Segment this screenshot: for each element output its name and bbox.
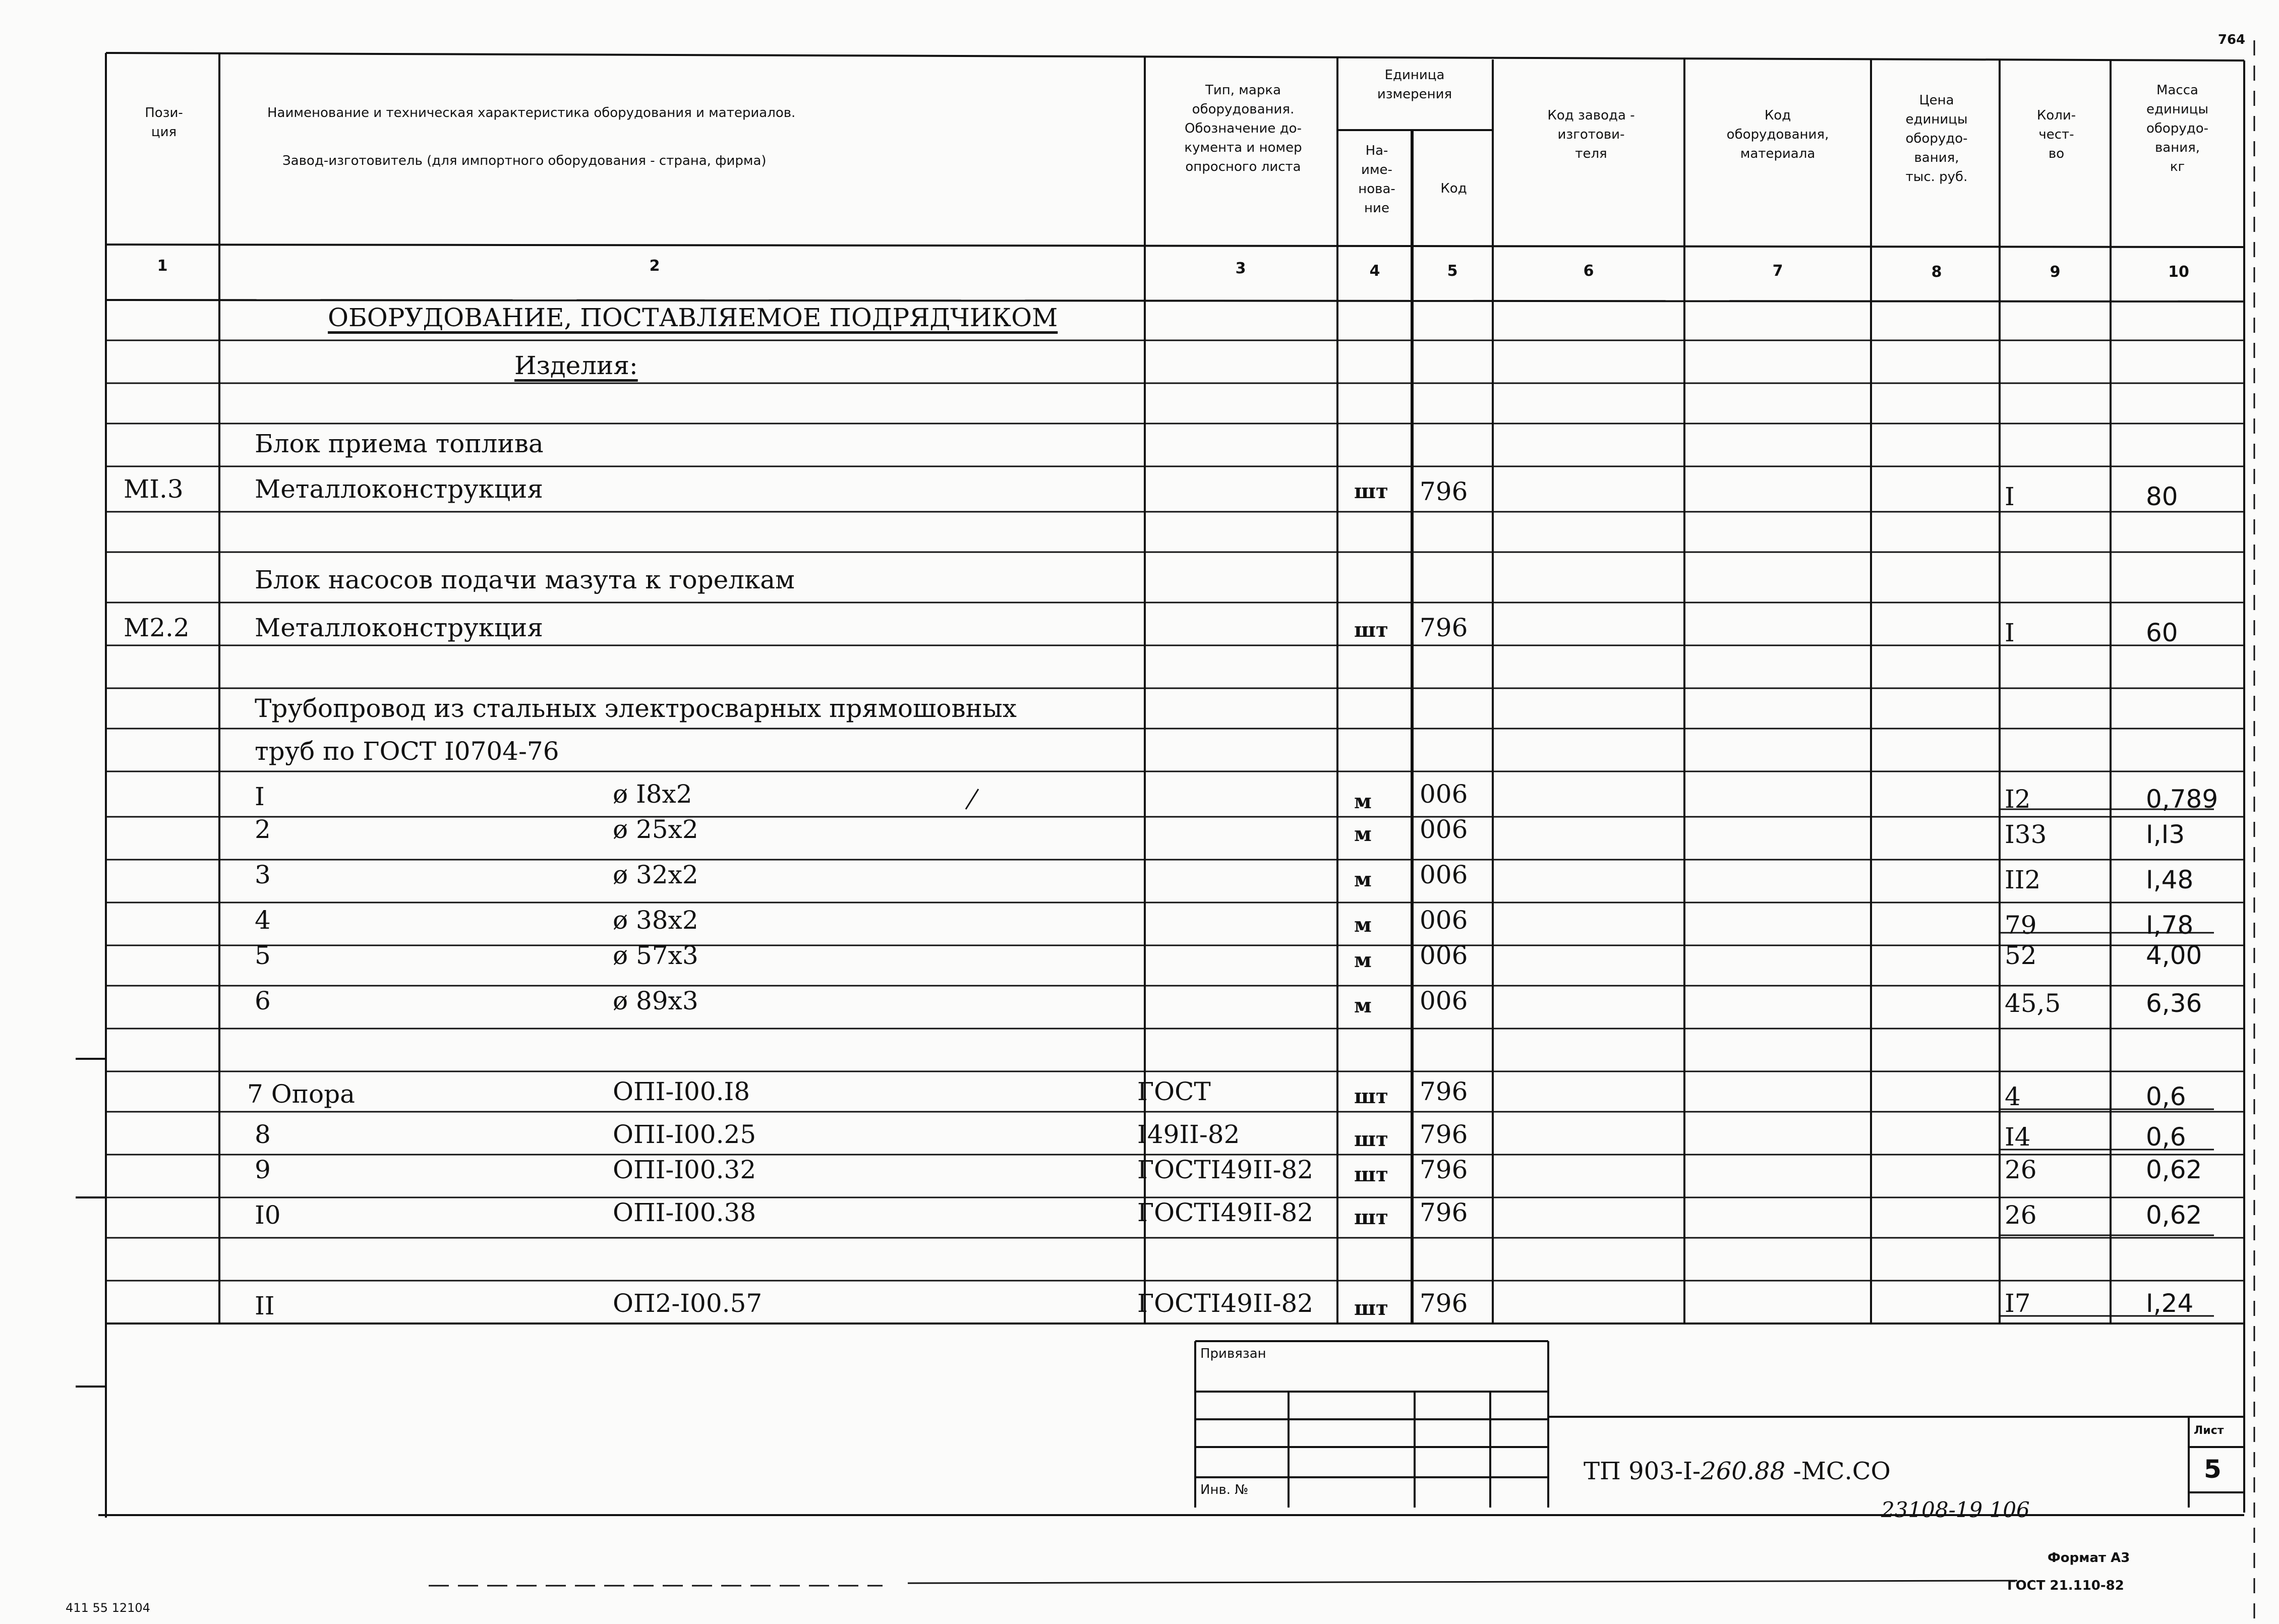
header-plant-code: Код завода - изготови- теля [1547, 108, 1635, 161]
support-name: 8 [255, 1120, 271, 1149]
pipe-mass: 6,36 [2146, 989, 2202, 1018]
header-name-line2: Завод-изготовитель (для импортного оборудования - страна, фирма) [282, 153, 767, 168]
header-unit-code: Код [1440, 181, 1467, 196]
col-number: 1 [157, 257, 168, 275]
support-quantity: 4 [2005, 1082, 2021, 1111]
pipe-unit: м [1354, 994, 1372, 1017]
support-mark: ОПI-I00.32 [613, 1155, 756, 1184]
support-unit-code: 796 [1420, 1077, 1468, 1106]
header-name-line1: Наименование и техническая характеристика оборудования и материалов. [267, 105, 796, 121]
pipeline-title: Трубопровод из стальных электросварных прямошовных [255, 694, 1017, 723]
row-name: Металлоконструкция [255, 474, 543, 504]
support-unit-code: 796 [1420, 1289, 1468, 1318]
row-position: М2.2 [124, 613, 190, 642]
support-quantity: 26 [2005, 1155, 2037, 1184]
pipe-number: 5 [255, 941, 271, 970]
support-type: ГОСТI49II-82 [1137, 1198, 1314, 1227]
pipe-diameter: ø 32x2 [613, 860, 698, 889]
document-number-prefix: ТП 903-I- [1584, 1457, 1701, 1485]
col-number: 10 [2168, 263, 2189, 281]
subsection-title: Изделия: [514, 351, 638, 380]
support-mass: 0,6 [2146, 1122, 2186, 1152]
pipe-mass: I,I3 [2146, 820, 2185, 849]
row-quantity: I [2005, 618, 2015, 647]
col-number: 9 [2050, 263, 2061, 281]
handwritten-number: 23108-19 106 [1881, 1497, 2030, 1522]
pipe-mass: 4,00 [2146, 941, 2202, 970]
pipe-diameter: ø 89x3 [613, 986, 698, 1015]
col-number: 6 [1583, 262, 1594, 280]
support-mark: ОП2-I00.57 [613, 1289, 763, 1318]
header-unit-name: На- име- нова- ние [1358, 143, 1395, 216]
pipe-number: 6 [255, 986, 271, 1015]
pipe-diameter: ø I8x2 [613, 779, 692, 809]
pipe-mass: 0,789 [2146, 785, 2218, 814]
support-type: ГОСТI49II-82 [1137, 1289, 1314, 1318]
pipe-unit: м [1354, 822, 1372, 846]
document-number [1584, 1457, 1891, 1485]
format-label: Формат А3 [2048, 1550, 2130, 1566]
row-unit-code: 796 [1420, 613, 1468, 642]
block-title: Блок приема топлива [255, 429, 544, 458]
row-unit: шт [1354, 479, 1388, 503]
col-number: 2 [649, 257, 660, 275]
col-number: 7 [1772, 262, 1783, 280]
support-name: 7 Опора [247, 1079, 355, 1109]
support-type: ГОСТ [1137, 1077, 1211, 1106]
pipe-unit-code: 006 [1420, 941, 1468, 970]
header-position: Пози- ция [145, 105, 183, 140]
header-unit-price: Цена единицы оборудо- вания, тыс. руб. [1905, 93, 1968, 185]
pipe-diameter: ø 38x2 [613, 906, 698, 935]
support-mark: ОПI-I00.25 [613, 1120, 756, 1149]
header-mass: Масса единицы оборудо- вания, кг [2146, 83, 2208, 174]
page-mark: 764 [2217, 32, 2246, 47]
support-quantity: 26 [2005, 1200, 2037, 1230]
corner-code: 411 55 12104 [66, 1601, 150, 1615]
row-name: Металлоконструкция [255, 613, 543, 642]
support-mark: ОПI-I00.38 [613, 1198, 756, 1227]
support-quantity: I7 [2005, 1289, 2031, 1318]
pipe-number: 3 [255, 860, 271, 889]
gost-label: ГОСТ 21.110-82 [2007, 1578, 2124, 1593]
pipe-unit-code: 006 [1420, 906, 1468, 935]
support-type: I49II-82 [1137, 1120, 1240, 1149]
support-mass: 0,62 [2146, 1155, 2202, 1184]
support-mass: 0,62 [2146, 1200, 2202, 1230]
row-mass: 60 [2146, 618, 2178, 647]
support-unit-code: 796 [1420, 1120, 1468, 1149]
support-name: 9 [255, 1155, 271, 1184]
support-type: ГОСТI49II-82 [1137, 1155, 1314, 1184]
pipe-unit-code: 006 [1420, 779, 1468, 809]
support-unit: шт [1354, 1296, 1388, 1320]
pipeline-standard: труб по ГОСТ I0704-76 [255, 737, 559, 766]
pipe-number: 4 [255, 906, 271, 935]
pipe-unit: м [1354, 913, 1372, 937]
stamp-inventory: Инв. № [1200, 1482, 1249, 1497]
pipe-unit: м [1354, 948, 1372, 972]
block-title: Блок насосов подачи мазута к горелкам [255, 565, 795, 594]
support-mark: ОПI-I00.I8 [613, 1077, 750, 1106]
row-unit-code: 796 [1420, 477, 1468, 506]
pipe-mass: I,48 [2146, 865, 2194, 894]
col-number: 5 [1447, 262, 1458, 280]
support-quantity: I4 [2005, 1122, 2031, 1152]
sheet-number: 5 [2204, 1455, 2222, 1484]
pipe-unit-code: 006 [1420, 860, 1468, 889]
col-number: 4 [1369, 262, 1380, 280]
col-number: 3 [1235, 260, 1246, 277]
sheet-label: Лист [2194, 1424, 2224, 1437]
support-mass: 0,6 [2146, 1082, 2186, 1111]
pipe-unit: м [1354, 868, 1372, 891]
support-unit: шт [1354, 1163, 1388, 1186]
row-position: МI.3 [124, 474, 184, 504]
row-quantity: I [2005, 482, 2015, 511]
header-material-code: Код оборудования, материала [1726, 108, 1829, 161]
pipe-quantity: 52 [2005, 941, 2037, 970]
support-mass: I,24 [2146, 1289, 2194, 1318]
pipe-number: I [255, 782, 265, 811]
support-name: I0 [255, 1200, 281, 1230]
support-unit: шт [1354, 1206, 1388, 1229]
row-mass: 80 [2146, 482, 2178, 511]
support-unit-code: 796 [1420, 1155, 1468, 1184]
pipe-diameter: ø 57x3 [613, 941, 698, 970]
support-unit: шт [1354, 1085, 1388, 1108]
support-name: II [255, 1291, 275, 1320]
col-number: 8 [1931, 263, 1942, 281]
support-unit: шт [1354, 1127, 1388, 1151]
header-type: Тип, марка оборудования. Обозначение до- кумента и номер опросного листа [1184, 83, 1302, 174]
header-unit-group: Единица измерения [1377, 68, 1452, 102]
pipe-unit-code: 006 [1420, 986, 1468, 1015]
pipe-quantity: 45,5 [2005, 989, 2061, 1018]
pipe-quantity: II2 [2005, 865, 2041, 894]
pipe-unit: м [1354, 790, 1372, 813]
pipe-diameter: ø 25x2 [613, 815, 698, 844]
pipe-quantity: 79 [2005, 911, 2037, 940]
row-unit: шт [1354, 618, 1388, 642]
header-quantity: Коли- чест- во [2036, 108, 2076, 161]
section-title: ОБОРУДОВАНИЕ, ПОСТАВЛЯЕМОЕ ПОДРЯДЧИКОМ [328, 303, 1058, 332]
document-number-suffix: -МС.СО [1785, 1457, 1891, 1485]
pipe-mass: I,78 [2146, 911, 2194, 940]
pipe-unit-code: 006 [1420, 815, 1468, 844]
pipe-number: 2 [255, 815, 271, 844]
pipe-quantity: I2 [2005, 785, 2031, 814]
stamp-privyazan: Привязан [1200, 1346, 1266, 1361]
document-number-handwritten: 260.88 [1701, 1457, 1786, 1485]
support-unit-code: 796 [1420, 1198, 1468, 1227]
pipe-quantity: I33 [2005, 820, 2047, 849]
